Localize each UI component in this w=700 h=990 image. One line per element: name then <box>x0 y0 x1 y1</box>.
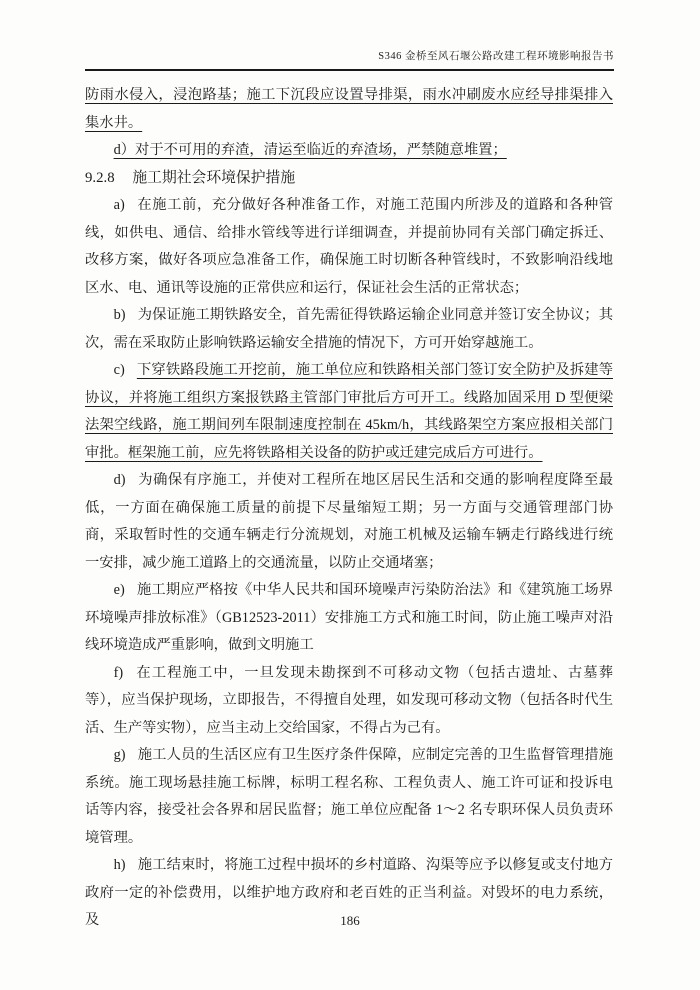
item-text-g: 施工人员的生活区应有卫生医疗条件保障，应制定完善的卫生监督管理措施系统。施工现场悬挂施工标牌，标明工程名称、工程负责人、施工许可证和投诉电话等内容，接受社会各界和居民监督；施工单位应配备 1～2 名专职环保人员负责环境管理。 <box>85 747 613 846</box>
item-text-d: 为确保有序施工，并使对工程所在地区居民生活和交通的影响程度降至最低，一方面在确保施工质量的前提下尽量缩短工期；另一方面与交通管理部门协商，采取暂时性的交通车辆走行分流规划，对施工机械及运输车辆走行路线进行统一安排，减少施工道路上的交通流量，以防止交通堵塞； <box>85 472 613 571</box>
list-item-g <box>85 742 613 852</box>
page-header <box>85 48 614 71</box>
item-label-e: e) <box>113 582 125 598</box>
item-label-f: f) <box>113 664 124 681</box>
header-title: S346 金桥至风石堰公路改建工程环境影响报告书 <box>378 51 614 62</box>
list-item-a <box>85 192 613 302</box>
item-label-b: b) <box>113 307 126 323</box>
item-label-d: d) <box>113 472 126 488</box>
list-item-b <box>85 302 613 357</box>
paragraph-drainage-continuation: 防雨水侵入，浸泡路基；施工下沉段应设置导排渠，雨水冲刷废水应经导排渠排入集水井。 <box>85 87 613 131</box>
item-text-b: 为保证施工期铁路安全，首先需征得铁路运输企业同意并签订安全协议；其次，需在采取防止影响铁路运输安全措施的情况下，方可开始穿越施工。 <box>85 307 613 351</box>
item-label-g: g) <box>113 747 126 763</box>
list-item-d <box>85 467 613 577</box>
item-text-a: 在施工前，充分做好各种准备工作，对施工范围内所涉及的道路和各种管线，如供电、通信、给排水管线等进行详细调查，并提前协同有关部门确定拆迁、改移方案，做好各项应急准备工作，确保施工时切断各种管线时，不致影响沿线地区水、电、通讯等设施的正常供应和运行，保证社会生活的正常状态； <box>85 197 613 296</box>
item-text-h: 施工结束时，将施工过程中损坏的乡村道路、沟渠等应予以修复或支付地方政府一定的补偿费用，以维护地方政府和老百姓的正当利益。对毁坏的电力系统，及 <box>85 857 613 928</box>
list-item-c <box>85 357 613 467</box>
item-text-e: 施工期应严格按《中华人民共和国环境噪声污染防治法》和《建筑施工场界环境噪声排放标准》（GB12523-2011）安排施工方式和施工时间，防止施工噪声对沿线环境造成严重影响，做到文明施工 <box>85 582 613 653</box>
item-label-h: h) <box>113 857 126 873</box>
section-heading <box>85 165 613 193</box>
item-text-f: 在工程施工中，一旦发现未勘探到不可移动文物（包括古遗址、古墓葬等），应当保护现场，立即报告，不得擅自处理，如发现可移动文物（包括各时代生活、生产等实物），应当主动上交给国家，不得占为己有。 <box>85 664 613 736</box>
page-number: 186 <box>340 913 360 928</box>
list-item-f <box>85 660 613 743</box>
paragraph-spoil-disposal: d）对于不可用的弃渣，清运至临近的弃渣场，严禁随意堆置； <box>113 142 507 158</box>
list-item-e <box>85 577 613 660</box>
document-body <box>85 82 613 935</box>
item-label-c: c) <box>113 362 125 378</box>
section-title: 施工期社会环境保护措施 <box>132 169 296 186</box>
item-text-c: 下穿铁路段施工开挖前，施工单位应和铁路相关部门签订安全防护及拆建等协议，并将施工组织方案报铁路主管部门审批后方可开工。线路加固采用 D 型便梁法架空线路，施工期间列车限制速度控制在 45km/h，其线路架空方案应报相关部门审批。框架施工前，应先将铁路相关设备的防护或迁建完成后方可进行。 <box>85 362 613 461</box>
item-label-a: a) <box>113 197 125 213</box>
section-number: 9.2.8 <box>85 169 115 186</box>
